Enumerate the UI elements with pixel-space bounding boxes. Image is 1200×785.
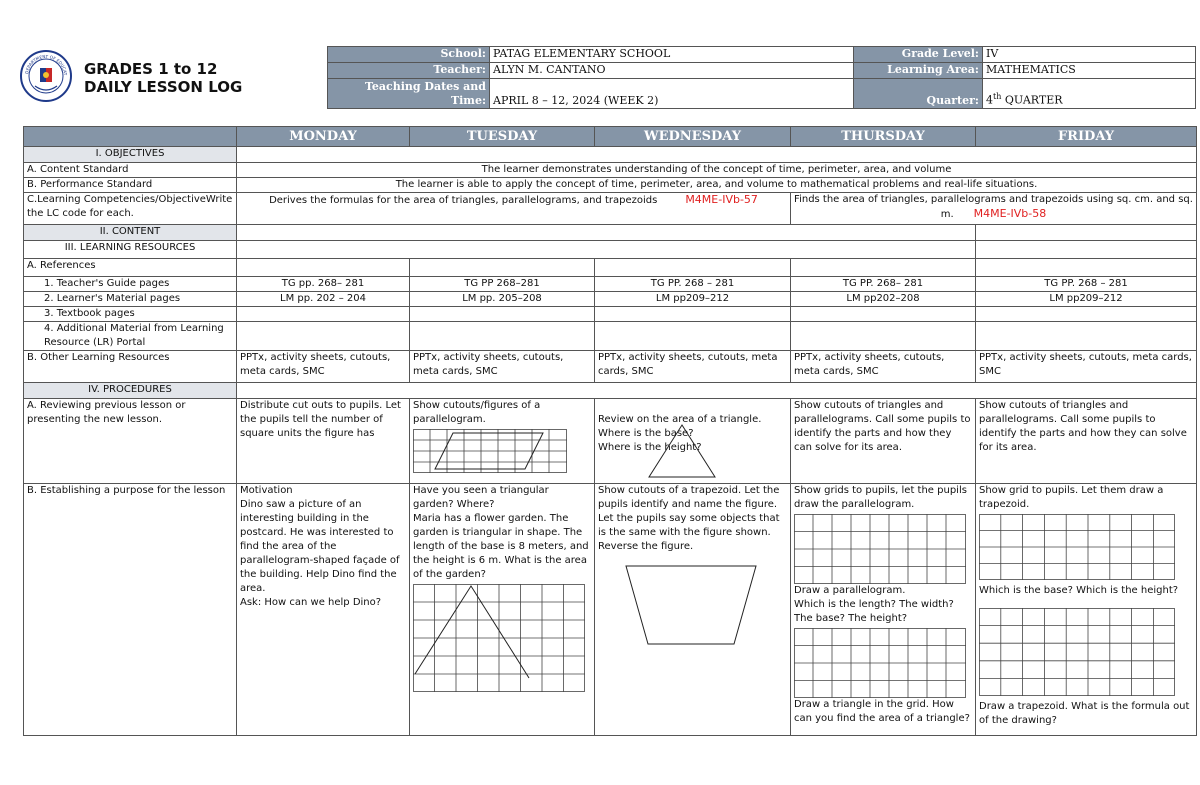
review-thu: Show cutouts of triangles and parallelograms. Call some pupils to identify the parts and how they can solve for its area. bbox=[791, 399, 976, 484]
label-references: A. References bbox=[24, 259, 237, 277]
header-info-table bbox=[327, 46, 1196, 109]
competency-code-57: M4ME-IVb-57 bbox=[685, 193, 758, 206]
content-standard: The learner demonstrates understanding of the concept of time, perimeter, area, and volume bbox=[237, 163, 1197, 178]
tg-mon: TG pp. 268– 281 bbox=[237, 277, 410, 292]
section-procedures: IV. PROCEDURES bbox=[24, 383, 237, 399]
triangle-garden-grid-figure bbox=[413, 584, 585, 692]
tg-wed: TG PP. 268 – 281 bbox=[595, 277, 791, 292]
label-tg: 1. Teacher's Guide pages bbox=[24, 277, 237, 292]
area-value: MATHEMATICS bbox=[983, 63, 1196, 79]
review-mon: Distribute cut outs to pupils. Let the pupils tell the number of square units the figure has bbox=[237, 399, 410, 484]
review-wed: Review on the area of a triangle. Where is the base? Where is the height? bbox=[595, 399, 791, 484]
lesson-log-table bbox=[23, 126, 1197, 736]
competency-mon-wed: Derives the formulas for the area of triangles, parallelograms, and trapezoids M4ME-IVb-57 bbox=[237, 193, 791, 225]
lm-thu: LM pp202–208 bbox=[791, 292, 976, 307]
triangle-figure bbox=[645, 423, 719, 479]
school-value: PATAG ELEMENTARY SCHOOL bbox=[490, 47, 854, 63]
lm-fri: LM pp209–212 bbox=[976, 292, 1197, 307]
thursday-grid-1 bbox=[794, 514, 966, 584]
label-textbook: 3. Textbook pages bbox=[24, 307, 237, 322]
tg-thu: TG PP. 268– 281 bbox=[791, 277, 976, 292]
friday-grid-2 bbox=[979, 608, 1175, 696]
label-content-standard: A. Content Standard bbox=[24, 163, 237, 178]
page-title bbox=[84, 60, 242, 96]
purpose-thu: Show grids to pupils, let the pupils draw the parallelogram. Draw a parallelogram. Which is the length? The width? The base? The height? Draw a triangle in the grid. How can you find the area of a triangle? bbox=[791, 484, 976, 736]
logo-text: DEPARTMENT OF EDUCAT bbox=[24, 53, 69, 76]
grade-label: Grade Level: bbox=[854, 47, 983, 63]
purpose-mon: Motivation Dino saw a picture of an interesting building in the postcard. He was interested to find the area of the parallelogram-shaped façade of the building. Help Dino find the area. Ask: How can we help Dino? bbox=[237, 484, 410, 736]
label-additional: 4. Additional Material from Learning Resource (LR) Portal bbox=[24, 322, 237, 351]
title-line-1: GRADES 1 to 12 bbox=[84, 60, 218, 78]
parallelogram-grid-figure bbox=[413, 429, 567, 473]
friday-grid-1 bbox=[979, 514, 1175, 580]
tg-tue: TG PP 268–281 bbox=[410, 277, 595, 292]
other-mon: PPTx, activity sheets, cutouts, meta cards, SMC bbox=[237, 351, 410, 383]
competency-code-58: M4ME-IVb-58 bbox=[973, 207, 1047, 220]
day-tuesday: TUESDAY bbox=[410, 127, 595, 147]
label-purpose: B. Establishing a purpose for the lesson bbox=[24, 484, 237, 736]
section-resources: III. LEARNING RESOURCES bbox=[24, 241, 237, 259]
other-thu: PPTx, activity sheets, cutouts, meta cards, SMC bbox=[791, 351, 976, 383]
teacher-value: ALYN M. CANTANO bbox=[490, 63, 854, 79]
tg-fri: TG PP. 268 – 281 bbox=[976, 277, 1197, 292]
purpose-fri: Show grid to pupils. Let them draw a trapezoid. Which is the base? Which is the height? Draw a trapezoid. What is the formula out of the drawing? bbox=[976, 484, 1197, 736]
day-wednesday: WEDNESDAY bbox=[595, 127, 791, 147]
school-label: School: bbox=[328, 47, 490, 63]
lm-wed: LM pp209–212 bbox=[595, 292, 791, 307]
day-header-row bbox=[24, 127, 1197, 147]
corner-cell bbox=[24, 127, 237, 147]
other-wed: PPTx, activity sheets, cutouts, meta cards, SMC bbox=[595, 351, 791, 383]
label-other-resources: B. Other Learning Resources bbox=[24, 351, 237, 383]
title-line-2: DAILY LESSON LOG bbox=[84, 78, 243, 96]
trapezoid-figure bbox=[598, 564, 784, 654]
lm-tue: LM pp. 205–208 bbox=[410, 292, 595, 307]
lm-mon: LM pp. 202 – 204 bbox=[237, 292, 410, 307]
label-lm: 2. Learner's Material pages bbox=[24, 292, 237, 307]
dates-label: Teaching Dates and Time: bbox=[328, 79, 490, 109]
label-competencies: C.Learning Competencies/ObjectiveWrite the LC code for each. bbox=[24, 193, 237, 225]
section-objectives: I. OBJECTIVES bbox=[24, 147, 237, 163]
grade-value: IV bbox=[983, 47, 1196, 63]
review-tue: Show cutouts/figures of a parallelogram. bbox=[410, 399, 595, 484]
other-fri: PPTx, activity sheets, cutouts, meta cards, SMC bbox=[976, 351, 1197, 383]
performance-standard: The learner is able to apply the concept of time, perimeter, area, and volume to mathematical problems and real-life situations. bbox=[237, 178, 1197, 193]
quarter-label: Quarter: bbox=[854, 79, 983, 109]
day-thursday: THURSDAY bbox=[791, 127, 976, 147]
other-tue: PPTx, activity sheets, cutouts, meta cards, SMC bbox=[410, 351, 595, 383]
label-reviewing: A. Reviewing previous lesson or presenting the new lesson. bbox=[24, 399, 237, 484]
day-friday: FRIDAY bbox=[976, 127, 1197, 147]
section-content: II. CONTENT bbox=[24, 225, 237, 241]
competency-thu-fri: Finds the area of triangles, parallelograms and trapezoids using sq. cm. and sq. m. M4ME-IVb-58 bbox=[791, 193, 1197, 225]
teacher-label: Teacher: bbox=[328, 63, 490, 79]
purpose-wed: Show cutouts of a trapezoid. Let the pupils identify and name the figure. Let the pupils say some objects that is the same with the figure shown. Reverse the figure. bbox=[595, 484, 791, 736]
deped-seal-logo bbox=[20, 50, 72, 102]
quarter-value: 4th QUARTER bbox=[983, 79, 1196, 109]
label-performance-standard: B. Performance Standard bbox=[24, 178, 237, 193]
purpose-tue: Have you seen a triangular garden? Where? Maria has a flower garden. The garden is triangular in shape. The length of the base is 8 meters, and the height is 6 m. What is the area of the garden? bbox=[410, 484, 595, 736]
area-label: Learning Area: bbox=[854, 63, 983, 79]
dates-value: APRIL 8 – 12, 2024 (WEEK 2) bbox=[490, 79, 854, 109]
day-monday: MONDAY bbox=[237, 127, 410, 147]
review-fri: Show cutouts of triangles and parallelograms. Call some pupils to identify the parts and how they can solve for its area. bbox=[976, 399, 1197, 484]
thursday-grid-2 bbox=[794, 628, 966, 698]
